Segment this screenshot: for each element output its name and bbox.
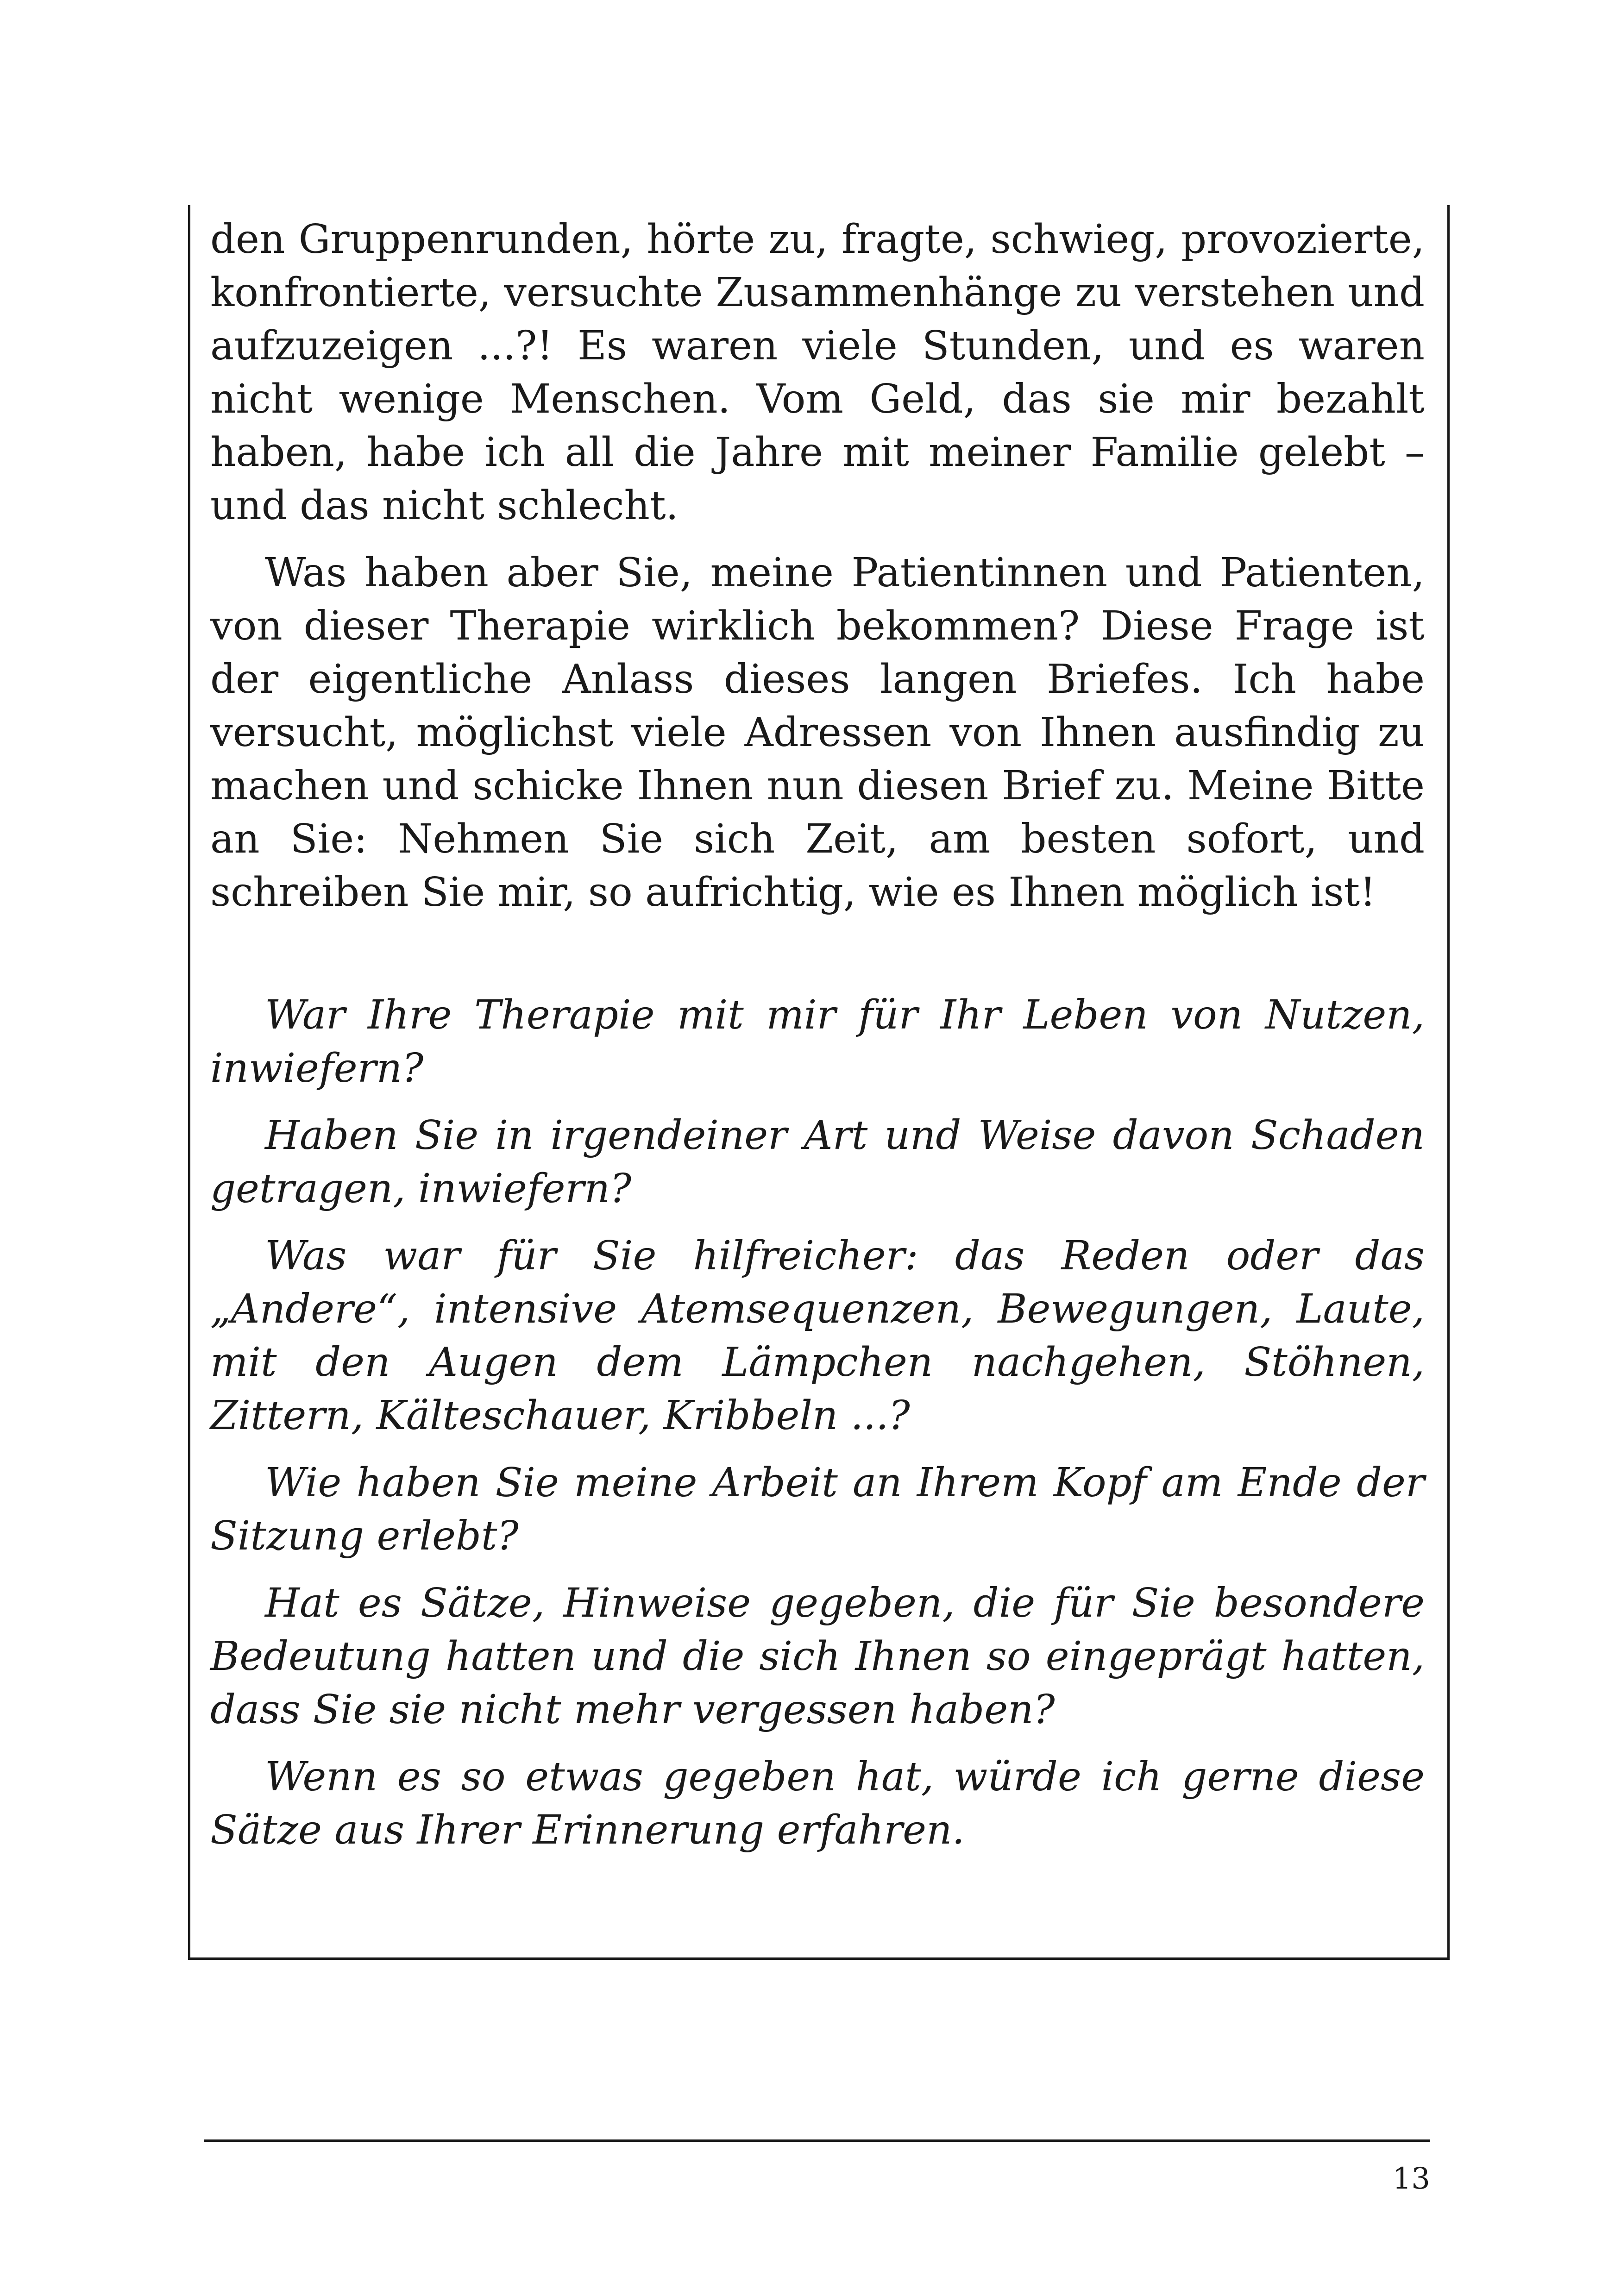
question-6: Wenn es so etwas gegeben hat, würde ich gerne diese Sätze aus Ihrer Erinnerung erfahren.: [210, 1754, 1425, 1853]
paragraph-2: Was haben aber Sie, meine Patientinnen und Patienten, von dieser Therapie wirklich bekommen? Diese Frage ist der eigentliche Anlass dieses langen Briefes. Ich habe versucht, möglichst viele Adressen von Ihnen ausfindig zu machen und schicke Ihnen nun diesen Brief zu. Meine Bitte an Sie: Nehmen Sie sich Zeit, am besten sofort, und schreiben Sie mir, so aufrichtig, wie es Ihnen möglich ist!: [210, 550, 1425, 916]
paragraph-1: den Gruppenrunden, hörte zu, fragte, schwieg, provozierte, konfrontierte, versuchte Zusammenhänge zu verstehen und aufzuzeigen ...?! Es waren viele Stunden, und es waren nicht wenige Menschen. Vom Geld, das sie mir bezahlt haben, habe ich all die Jahre mit meiner Familie gelebt – und das nicht schlecht.: [210, 216, 1425, 529]
question-4: Wie haben Sie meine Arbeit an Ihrem Kopf am Ende der Sitzung erlebt?: [210, 1460, 1425, 1559]
page-number: 13: [1392, 2162, 1430, 2196]
question-2: Haben Sie in irgendeiner Art und Weise davon Schaden getragen, inwiefern?: [210, 1112, 1425, 1212]
question-5: Hat es Sätze, Hinweise gegeben, die für Sie besondere Bedeutung hatten und die sich Ihnen so eingeprägt hatten, dass Sie sie nicht mehr vergessen haben?: [210, 1580, 1425, 1733]
body-text: [210, 213, 1425, 1871]
footer-rule: [204, 2139, 1430, 2142]
question-1: War Ihre Therapie mit mir für Ihr Leben von Nutzen, inwiefern?: [210, 992, 1425, 1092]
question-3: Was war für Sie hilfreicher: das Reden oder das „Andere“, intensive Atemsequenzen, Bewegungen, Laute, mit den Augen dem Lämpchen nachgehen, Stöhnen, Zittern, Kälteschauer, Kribbeln ...?: [210, 1233, 1425, 1439]
question-list: [210, 989, 1425, 1857]
